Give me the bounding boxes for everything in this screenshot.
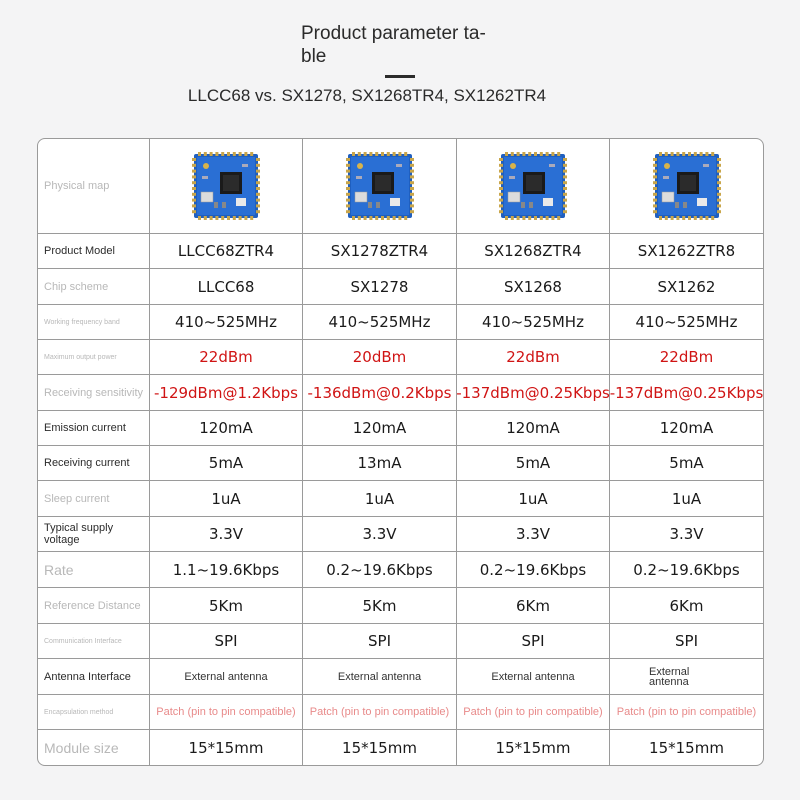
physical-map-row (38, 139, 763, 234)
row-label: Typical supply voltage (38, 517, 150, 552)
row-label: Sleep current (38, 481, 150, 517)
table-cell: -137dBm@0.25Kbps (610, 375, 763, 411)
row-label: Communication Interface (38, 624, 150, 659)
table-cell: SPI (457, 624, 610, 659)
table-cell: 15*15mm (457, 730, 610, 765)
table-cell: Patch (pin to pin compatible) (150, 695, 303, 730)
module-image-cell (150, 139, 303, 234)
table-cell: SPI (150, 624, 303, 659)
table-cell: Patch (pin to pin compatible) (303, 695, 457, 730)
page-title (301, 22, 511, 68)
table-cell: External antenna (150, 659, 303, 695)
row-label: Antenna Interface (38, 659, 150, 695)
table-cell: 410~525MHz (457, 305, 610, 340)
table-cell: 1uA (457, 481, 610, 517)
page-title-line1: Product parameter ta- (301, 23, 486, 44)
table-cell: 15*15mm (303, 730, 457, 765)
table-row (38, 517, 763, 552)
table-cell: 120mA (457, 411, 610, 446)
table-cell: SX1278ZTR4 (303, 234, 457, 269)
page-title-line2: ble (301, 46, 327, 67)
table-cell: 5Km (150, 588, 303, 624)
table-cell: 3.3V (457, 517, 610, 552)
table-cell: 13mA (303, 446, 457, 481)
title-divider (385, 75, 415, 78)
table-row (38, 411, 763, 446)
table-cell: 5mA (150, 446, 303, 481)
table-cell: LLCC68ZTR4 (150, 234, 303, 269)
table-cell: 1uA (610, 481, 763, 517)
table-cell: 5Km (303, 588, 457, 624)
table-row (38, 624, 763, 659)
table-cell: SX1268ZTR4 (457, 234, 610, 269)
table-cell: External antenna (303, 659, 457, 695)
table-cell: 0.2~19.6Kbps (610, 552, 763, 588)
table-cell: 410~525MHz (303, 305, 457, 340)
table-cell: 410~525MHz (150, 305, 303, 340)
module-photo (346, 152, 414, 220)
table-cell: 5mA (457, 446, 610, 481)
table-cell: 6Km (610, 588, 763, 624)
module-photo (653, 152, 721, 220)
table-cell: 20dBm (303, 340, 457, 375)
table-cell: SX1268 (457, 269, 610, 305)
table-row (38, 340, 763, 375)
table-row (38, 234, 763, 269)
module-photo (499, 152, 567, 220)
table-cell: 120mA (610, 411, 763, 446)
table-cell: SPI (303, 624, 457, 659)
table-row (38, 375, 763, 411)
table-cell: 120mA (150, 411, 303, 446)
module-image-cell (303, 139, 457, 234)
table-cell: 22dBm (150, 340, 303, 375)
table-cell: SX1262ZTR8 (610, 234, 763, 269)
table-cell: 6Km (457, 588, 610, 624)
table-cell: 22dBm (457, 340, 610, 375)
table-row (38, 269, 763, 305)
row-label: Receiving current (38, 446, 150, 481)
row-label: Working frequency band (38, 305, 150, 340)
module-image-cell (457, 139, 610, 234)
table-cell: 15*15mm (649, 738, 724, 757)
table-cell: 5mA (610, 446, 763, 481)
table-cell: 3.3V (610, 517, 763, 552)
table-row (38, 305, 763, 340)
table-cell: 0.2~19.6Kbps (457, 552, 610, 588)
row-label: Encapsulation method (38, 695, 150, 730)
table-cell: 1.1~19.6Kbps (150, 552, 303, 588)
table-row (38, 659, 763, 695)
table-cell: -137dBm@0.25Kbps (457, 375, 610, 411)
row-label: Receiving sensitivity (38, 375, 150, 411)
row-label: Emission current (38, 411, 150, 446)
row-label: Rate (38, 552, 150, 588)
table-cell: Patch (pin to pin compatible) (610, 695, 763, 730)
table-row (38, 481, 763, 517)
row-label: Reference Distance (38, 588, 150, 624)
table-cell: 15*15mm (150, 730, 303, 765)
table-cell: LLCC68 (150, 269, 303, 305)
table-row (38, 588, 763, 624)
table-cell: 410~525MHz (610, 305, 763, 340)
row-label: Maximum output power (38, 340, 150, 375)
module-photo (192, 152, 260, 220)
module-image-cell (610, 139, 763, 234)
row-label: Physical map (38, 139, 150, 234)
row-label: Module size (38, 730, 150, 765)
table-cell: 0.2~19.6Kbps (303, 552, 457, 588)
table-cell: SX1278 (303, 269, 457, 305)
table-cell: SPI (610, 624, 763, 659)
table-cell: 1uA (303, 481, 457, 517)
table-row (38, 552, 763, 588)
row-label: Product Model (38, 234, 150, 269)
parameter-table (37, 138, 764, 766)
table-cell: 1uA (150, 481, 303, 517)
table-row (38, 446, 763, 481)
table-cell: -136dBm@0.2Kbps (303, 375, 457, 411)
row-label: Chip scheme (38, 269, 150, 305)
page-subtitle: LLCC68 vs. SX1278, SX1268TR4, SX1262TR4 (187, 86, 547, 105)
table-cell: 3.3V (303, 517, 457, 552)
table-cell: Patch (pin to pin compatible) (457, 695, 610, 730)
table-row (38, 730, 763, 765)
table-cell: 120mA (303, 411, 457, 446)
table-cell: -129dBm@1.2Kbps (150, 375, 303, 411)
table-row (38, 695, 763, 730)
table-cell: 3.3V (150, 517, 303, 552)
table-cell: External antenna (457, 659, 610, 695)
table-cell: External antenna (610, 659, 763, 695)
table-cell: 22dBm (610, 340, 763, 375)
table-cell: SX1262 (610, 269, 763, 305)
